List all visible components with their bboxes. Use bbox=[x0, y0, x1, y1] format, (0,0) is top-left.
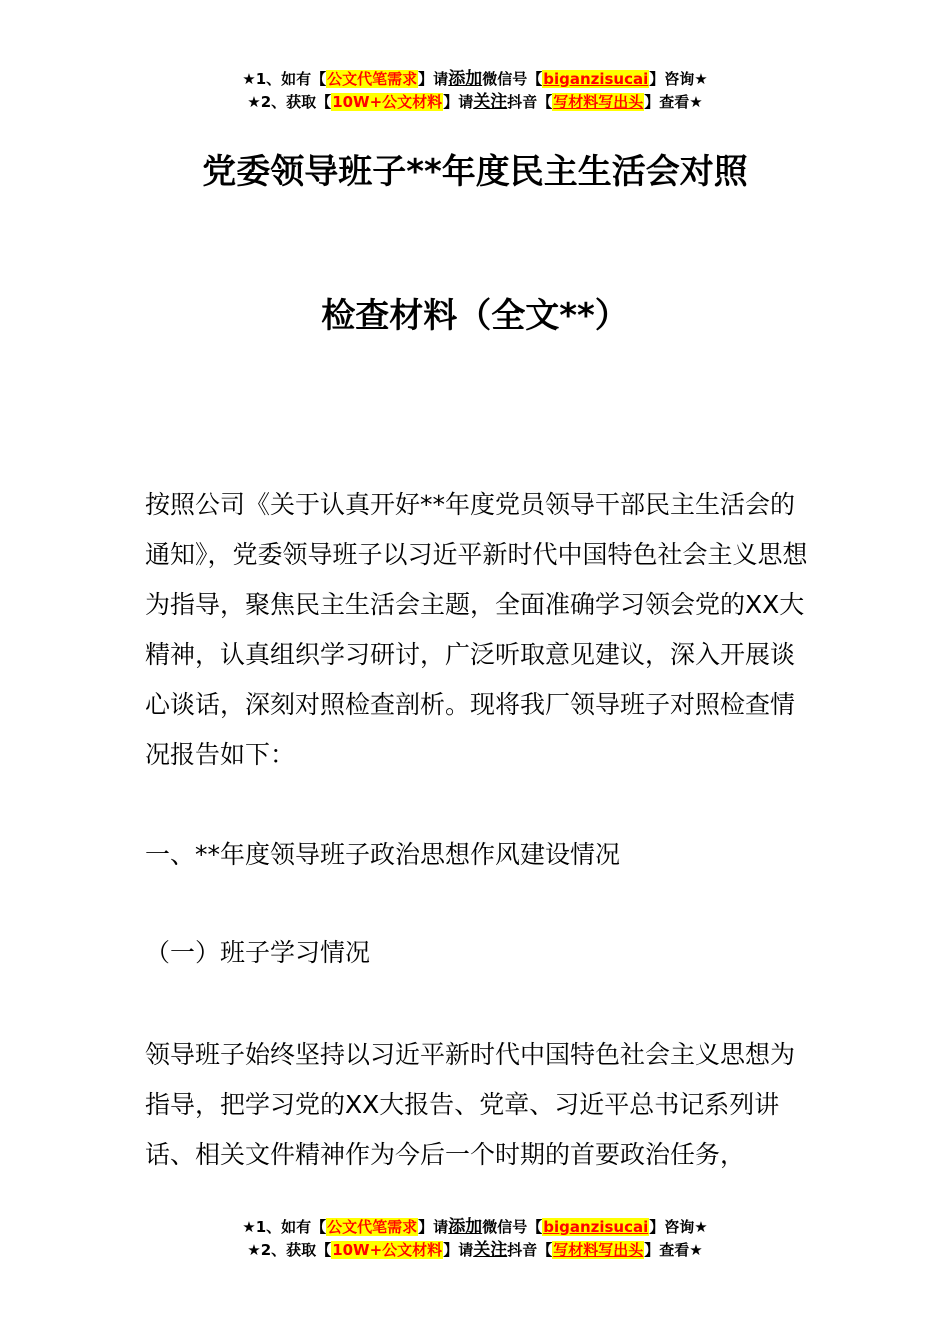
emphasis-text: 添加 bbox=[448, 1217, 483, 1237]
banner-text: 抖音【 bbox=[507, 1241, 553, 1259]
douyin-account-link[interactable]: 写材料写出头 bbox=[553, 93, 644, 111]
banner-text: 】请 bbox=[443, 1241, 474, 1259]
document-title-line-2: 检查材料（全文**） bbox=[321, 296, 629, 336]
douyin-account-link[interactable]: 写材料写出头 bbox=[553, 1241, 644, 1259]
emphasis-text: 关注 bbox=[473, 1240, 508, 1260]
body-paragraph: 领导班子始终坚持以习近平新时代中国特色社会主义思想为指导，把学习党的XX大报告、党章、习近平总书记系列讲话、相关文件精神作为今后一个时期的首要政治任务， bbox=[145, 1040, 796, 1169]
footer-banner bbox=[0, 1216, 950, 1262]
banner-line-1 bbox=[0, 68, 950, 91]
banner-text: 微信号【 bbox=[482, 1218, 543, 1236]
intro-paragraph: 按照公司《关于认真开好**年度党员领导干部民主生活会的通知》，党委领导班子以习近平新时代中国特色社会主义思想为指导，聚焦民主生活会主题，全面准确学习领会党的XX大精神，认真组织学习研讨，广泛听取意见建议，深入开展谈心谈话，深刻对照检查剖析。现将我厂领导班子对照检查情况报告如下： bbox=[145, 490, 808, 769]
banner-text: ★2、获取【 bbox=[247, 1241, 332, 1259]
header-banner bbox=[0, 68, 950, 114]
emphasis-text: 添加 bbox=[448, 69, 483, 89]
banner-text: 微信号【 bbox=[482, 70, 543, 88]
banner-text: 】请 bbox=[443, 93, 474, 111]
banner-text: ★1、如有【 bbox=[242, 70, 327, 88]
wechat-id-link[interactable]: biganzisucai bbox=[543, 70, 649, 88]
wechat-id-link[interactable]: biganzisucai bbox=[543, 1218, 649, 1236]
banner-text: ★1、如有【 bbox=[242, 1218, 327, 1236]
banner-text: 】查看★ bbox=[644, 1241, 703, 1259]
highlight-service: 公文代笔需求 bbox=[327, 1218, 418, 1236]
banner-line-2 bbox=[0, 1239, 950, 1262]
banner-text: 抖音【 bbox=[507, 93, 553, 111]
document-title-line-1: 党委领导班子**年度民主生活会对照 bbox=[202, 152, 748, 192]
banner-text: 】咨询★ bbox=[649, 1218, 708, 1236]
section-heading-1: 一、**年度领导班子政治思想作风建设情况 bbox=[145, 840, 621, 869]
banner-line-2 bbox=[0, 91, 950, 114]
subsection-heading-1: （一）班子学习情况 bbox=[145, 938, 371, 967]
highlight-service: 公文代笔需求 bbox=[327, 70, 418, 88]
highlight-materials: 10W+公文材料 bbox=[332, 1241, 443, 1259]
banner-text: ★2、获取【 bbox=[247, 93, 332, 111]
banner-text: 】咨询★ bbox=[649, 70, 708, 88]
banner-text: 】请 bbox=[418, 70, 449, 88]
highlight-materials: 10W+公文材料 bbox=[332, 93, 443, 111]
banner-line-1 bbox=[0, 1216, 950, 1239]
emphasis-text: 关注 bbox=[473, 92, 508, 112]
banner-text: 】查看★ bbox=[644, 93, 703, 111]
banner-text: 】请 bbox=[418, 1218, 449, 1236]
